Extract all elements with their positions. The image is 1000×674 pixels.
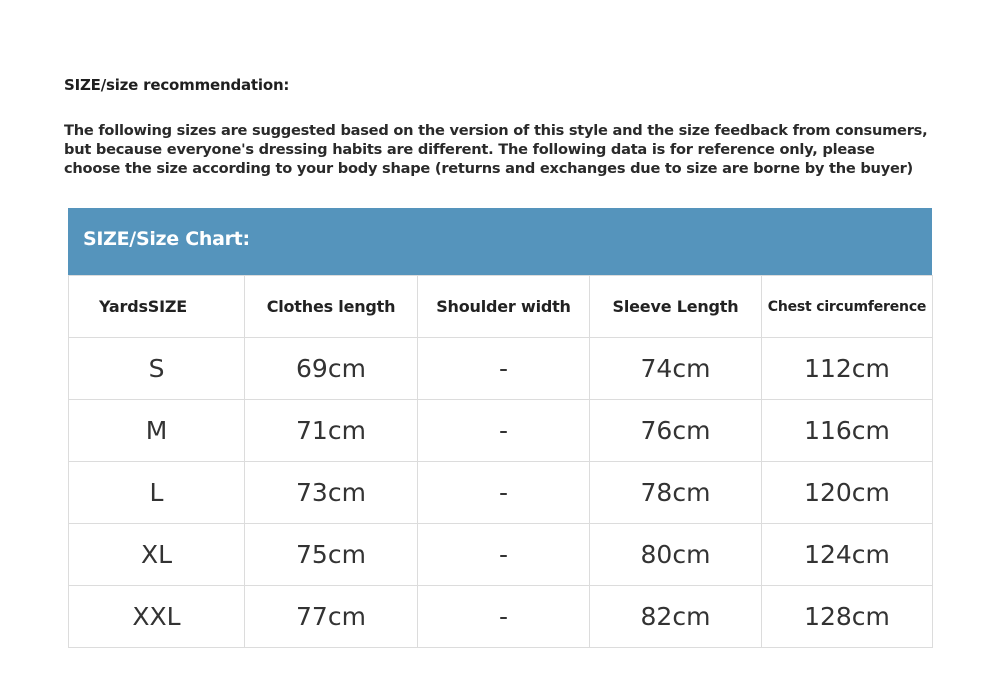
cell-size: M [69,400,245,462]
column-header-clothes-length: Clothes length [245,276,418,338]
table-row [69,586,933,648]
cell-sleeve-length: 78cm [590,462,762,524]
cell-sleeve-length: 74cm [590,338,762,400]
column-header-size: YardsSIZE [69,276,245,338]
cell-clothes-length: 73cm [245,462,418,524]
cell-chest-circumference: 112cm [762,338,933,400]
intro-line: The following sizes are suggested based on the version of this style and the size feedback from consumers, [64,122,928,139]
cell-sleeve-length: 76cm [590,400,762,462]
table-row [69,400,933,462]
table-row [69,462,933,524]
intro-line: choose the size according to your body shape (returns and exchanges due to size are borne by the buyer) [64,160,913,177]
table-row [69,338,933,400]
intro-text [64,121,944,178]
cell-size: S [69,338,245,400]
page-heading: SIZE/size recommendation: [64,76,290,94]
cell-shoulder-width: - [418,400,590,462]
table-header-row [69,276,933,338]
cell-shoulder-width: - [418,586,590,648]
cell-shoulder-width: - [418,524,590,586]
column-header-shoulder-width: Shoulder width [418,276,590,338]
cell-chest-circumference: 120cm [762,462,933,524]
size-table [68,275,933,648]
column-header-chest-circumference: Chest circumference [762,276,933,338]
intro-line: but because everyone's dressing habits are different. The following data is for reference only, please [64,141,875,158]
size-chart [68,208,932,647]
table-row [69,524,933,586]
cell-sleeve-length: 80cm [590,524,762,586]
cell-size: XL [69,524,245,586]
column-header-sleeve-length: Sleeve Length [590,276,762,338]
cell-shoulder-width: - [418,462,590,524]
cell-sleeve-length: 82cm [590,586,762,648]
cell-clothes-length: 71cm [245,400,418,462]
cell-clothes-length: 69cm [245,338,418,400]
cell-chest-circumference: 128cm [762,586,933,648]
cell-clothes-length: 75cm [245,524,418,586]
cell-size: L [69,462,245,524]
cell-size: XXL [69,586,245,648]
cell-clothes-length: 77cm [245,586,418,648]
cell-chest-circumference: 116cm [762,400,933,462]
cell-chest-circumference: 124cm [762,524,933,586]
size-chart-title: SIZE/Size Chart: [83,228,250,250]
cell-shoulder-width: - [418,338,590,400]
size-chart-header [68,208,932,275]
